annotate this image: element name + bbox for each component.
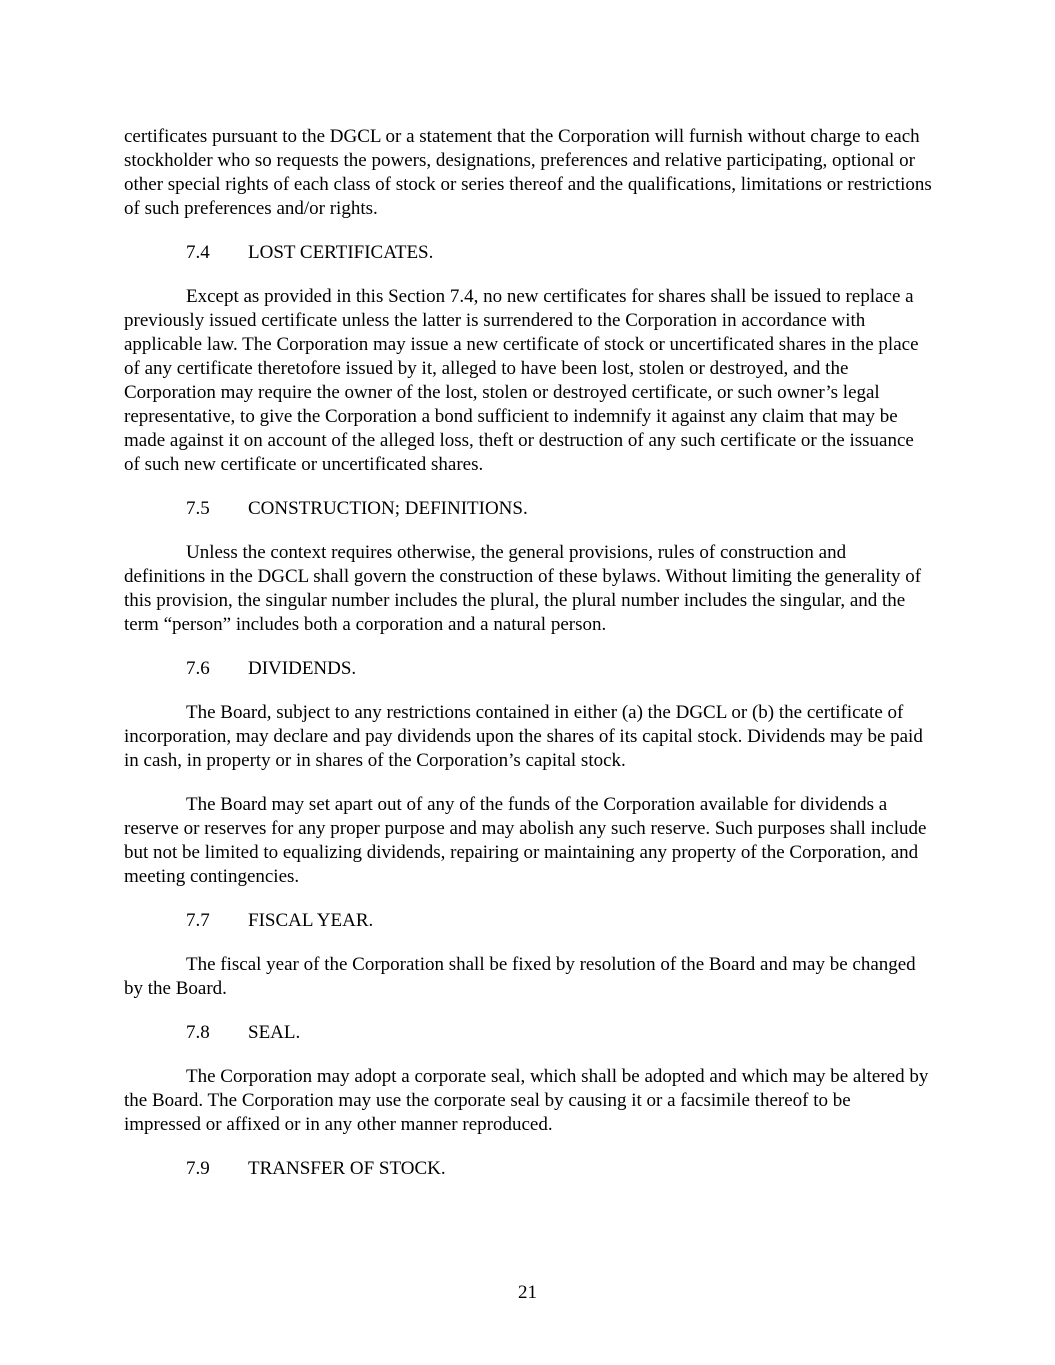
paragraph-dividends-1: The Board, subject to any restrictions contained in either (a) the DGCL or (b) the certificate of incorporation, may declare and pay dividends upon the shares of its capital stock. Dividends may be paid in cash, in property or in shares of the Corporation’s capital stock. — [124, 702, 923, 771]
page-number: 21 — [518, 1282, 537, 1303]
paragraph-seal: The Corporation may adopt a corporate seal, which shall be adopted and which may be altered by the Board. The Corporation may use the corporate seal by causing it or a facsimile thereof to be impressed or affixed or in any other manner reproduced. — [124, 1066, 929, 1135]
section-number: 7.8 — [186, 1022, 210, 1043]
paragraph-continuation: certificates pursuant to the DGCL or a statement that the Corporation will furnish without charge to each stockholder who so requests the powers, designations, preferences and relative participating, optional or other special rights of each class of stock or series thereof and the qualifications, limitations or restrictions of such preferences and/or rights. — [124, 126, 932, 219]
section-title: SEAL. — [248, 1022, 301, 1043]
section-number: 7.6 — [186, 658, 210, 679]
section-title: CONSTRUCTION; DEFINITIONS. — [248, 498, 528, 519]
paragraph-construction: Unless the context requires otherwise, the general provisions, rules of construction and definitions in the DGCL shall govern the construction of these bylaws. Without limiting the generality of this provision, the singular number includes the plural, the plural number includes the singular, and the term “person” includes both a corporation and a natural person. — [124, 542, 922, 635]
paragraph-dividends-2: The Board may set apart out of any of the funds of the Corporation available for dividends a reserve or reserves for any proper purpose and may abolish any such reserve. Such purposes shall include but not be limited to equalizing dividends, repairing or maintaining any property of the Corporation, and meeting contingencies. — [124, 794, 927, 887]
section-heading-7-9 — [124, 1157, 932, 1181]
section-number: 7.7 — [186, 910, 210, 931]
paragraph-lost-certificates: Except as provided in this Section 7.4, no new certificates for shares shall be issued to replace a previously issued certificate unless the latter is surrendered to the Corporation in accordance with applicable law. The Corporation may issue a new certificate of stock or uncertificated shares in the place of any certificate theretofore issued by it, alleged to have been lost, stolen or destroyed, and the Corporation may require the owner of the lost, stolen or destroyed certificate, or such owner’s legal representative, to give the Corporation a bond sufficient to indemnify it against any claim that may be made against it on account of the alleged loss, theft or destruction of any such certificate or the issuance of such new certificate or uncertificated shares. — [124, 286, 919, 475]
section-heading-7-8 — [124, 1021, 932, 1045]
paragraph-fiscal-year: The fiscal year of the Corporation shall be fixed by resolution of the Board and may be changed by the Board. — [124, 954, 916, 999]
section-title: FISCAL YEAR. — [248, 910, 374, 931]
section-title: TRANSFER OF STOCK. — [248, 1158, 446, 1179]
section-title: LOST CERTIFICATES. — [248, 242, 434, 263]
section-number: 7.4 — [186, 242, 210, 263]
section-heading-7-5 — [124, 497, 932, 521]
section-heading-7-7 — [124, 909, 932, 933]
section-number: 7.9 — [186, 1158, 210, 1179]
section-title: DIVIDENDS. — [248, 658, 357, 679]
document-page — [124, 125, 932, 1201]
section-number: 7.5 — [186, 498, 210, 519]
section-heading-7-6 — [124, 657, 932, 681]
section-heading-7-4 — [124, 241, 932, 265]
